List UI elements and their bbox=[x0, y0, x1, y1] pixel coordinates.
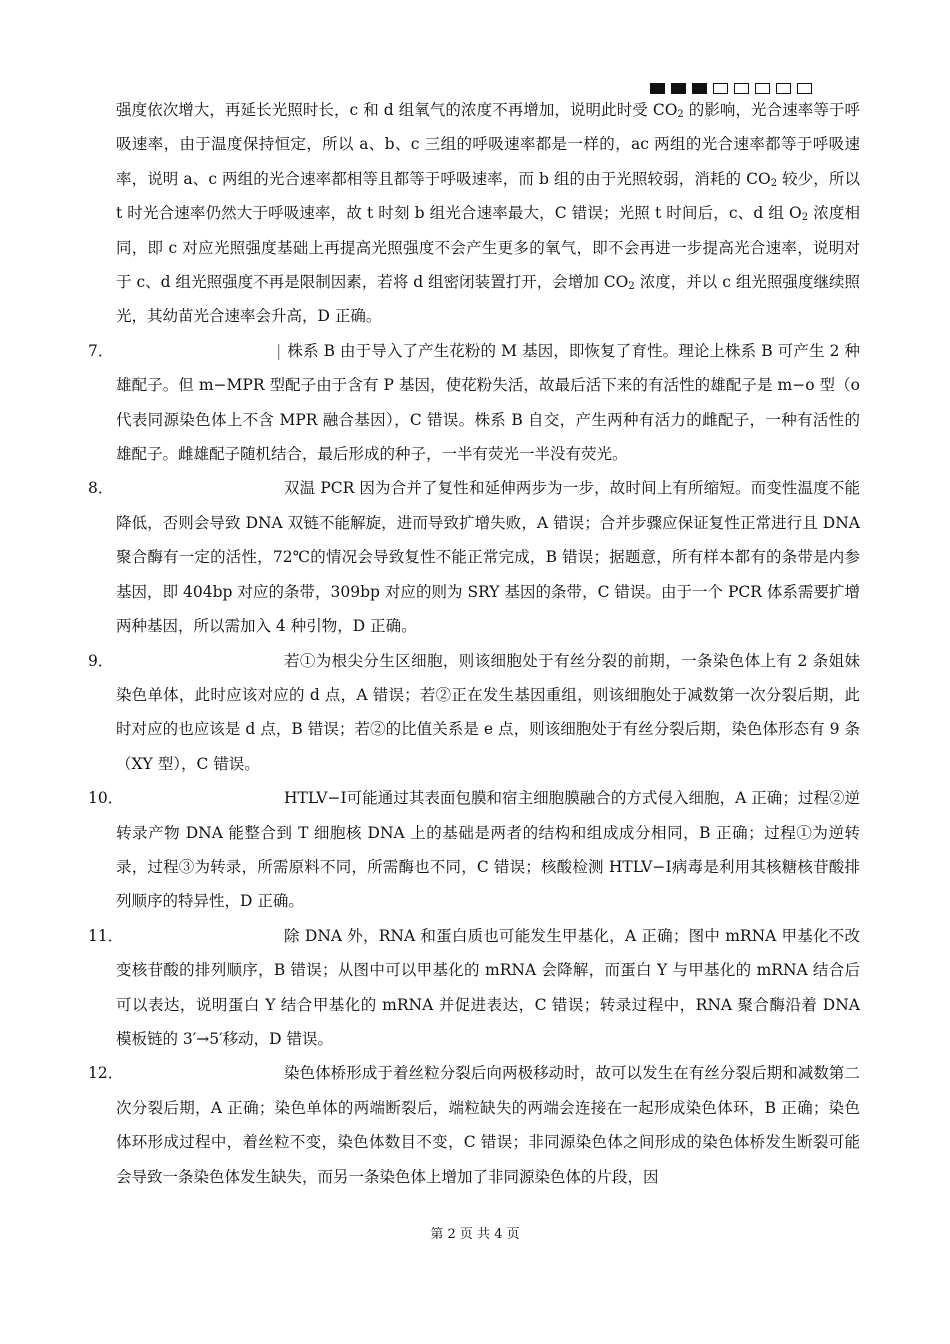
item-number: 11． bbox=[88, 926, 124, 945]
item-number: 9． bbox=[88, 651, 114, 670]
item-number: 12． bbox=[88, 1064, 124, 1083]
answer-item-7 bbox=[88, 334, 860, 472]
answer-item-12 bbox=[88, 1056, 860, 1194]
item-text: 若①为根尖分生区细胞，则该细胞处于有丝分裂的前期，一条染色体上有 2 条姐妹染色单体，此时应该对应的 d 点，A 错误；若②正在发生基因重组，则该细胞处于减数第一次分裂后期，此时对应的也应该是 d 点，B 错误；若②的比值关系是 e 点，则该细胞处于有丝分裂后期，染色体形态有 9 条（XY 型），C 错误。 bbox=[116, 651, 860, 773]
item-text: 染色体桥形成于着丝粒分裂后向两极移动时，故可以发生在有丝分裂后期和减数第二次分裂后期，A 正确；染色单体的两端断裂后，端粒缺失的两端会连接在一起形成染色体环，B 正确；染色体环形成过程中，着丝粒不变，染色体数目不变，C 错误；非同源染色体之间形成的染色体桥发生断裂可能会导致一条染色体发生缺失，而另一条染色体上增加了非同源染色体的片段，因 bbox=[116, 1064, 860, 1186]
item-text: 除 DNA 外，RNA 和蛋白质也可能发生甲基化，A 正确；图中 mRNA 甲基化不改变核苷酸的排列顺序，B 错误；从图中可以甲基化的 mRNA 会降解，而蛋白 Y 与甲基化的 mRNA 结合后可以表达，说明蛋白 Y 结合甲基化的 mRNA 并促进表达，C 错误；转录过程中，RNA 聚合酶沿着 DNA 模板链的 3′→5′移动，D 错误。 bbox=[116, 926, 860, 1048]
answer-item-9 bbox=[88, 644, 860, 782]
answer-item-11 bbox=[88, 919, 860, 1057]
item-text: 双温 PCR 因为合并了复性和延伸两步为一步，故时间上有所缩短。而变性温度不能降低，否则会导致 DNA 双链不能解旋，进而导致扩增失败，A 错误；合并步骤应保证复性正常进行且 DNA 聚合酶有一定的活性，72℃的情况会导致复性不能正常完成，B 错误；据题意，所有样本都有的条带是内参基因，即 404bp 对应的条带，309bp 对应的则为 SRY 基因的条带，C 错误。由于一个 PCR 体系需要扩增两种基因，所以需加入 4 种引物，D 正确。 bbox=[116, 479, 860, 636]
answer-content bbox=[88, 93, 860, 1194]
item-text: HTLV−Ⅰ可能通过其表面包膜和宿主细胞膜融合的方式侵入细胞，A 正确；过程②逆转录产物 DNA 能整合到 T 细胞核 DNA 上的基础是两者的结构和组成成分相同，B 正确；过程①为逆转录，过程③为转录，所需原料不同，所需酶也不同，C 错误；核酸检测 HTLV−Ⅰ病毒是利用其核糖核苷酸排列顺序的特异性，D 正确。 bbox=[116, 789, 860, 911]
page-footer: 第 2 页 共 4 页 bbox=[430, 1227, 520, 1242]
item-text: | 株系 B 由于导入了产生花粉的 M 基因，即恢复了育性。理论上株系 B 可产生 2 种雄配子。但 m−MPR 型配子由于含有 P 基因，使花粉失活，故最后活下来的有活性的雄配子是 m−o 型（o 代表同源染色体上不含 MPR 融合基因），C 错误。株系 B 自交，产生两种有活力的雌配子，一种有活性的雄配子。雌雄配子随机结合，最后形成的种子，一半有荧光一半没有荧光。 bbox=[116, 341, 860, 464]
answer-item-10 bbox=[88, 781, 860, 919]
item-number: 10． bbox=[88, 789, 124, 808]
item-number: 7． bbox=[88, 341, 114, 360]
cursor-mark: | bbox=[276, 341, 282, 360]
answer-item-8 bbox=[88, 471, 860, 643]
continuation-paragraph: 强度依次增大，再延长光照时长，c 和 d 组氧气的浓度不再增加，说明此时受 $CO_2$ 的影响，光合速率等于呼吸速率，由于温度保持恒定，所以 a、b、c 三组的呼吸速率都是一样的，ac 两组的光合速率都等于呼吸速率，说明 a、c 两组的光合速率都相等且都等于呼吸速率，而 b 组的由于光照较弱，消耗的 $CO_2$ 较少，所以 t 时光合速率仍然大于呼吸速率，故 t 时刻 b 组光合速率最大，C 错误；光照 t 时间后，c、d 组 $O_2$ 浓度相同，即 c 对应光照强度基础上再提高光照强度不会产生更多的氧气，即不会再进一步提高光合速率，说明对于 c、d 组光照强度不再是限制因素，若将 d 组密闭装置打开，会增加 $CO_2$ 浓度，并以 c 组光照强度继续照光，其幼苗光合速率会升高，D 正确。 bbox=[116, 101, 860, 326]
item-number: 8． bbox=[88, 479, 114, 498]
